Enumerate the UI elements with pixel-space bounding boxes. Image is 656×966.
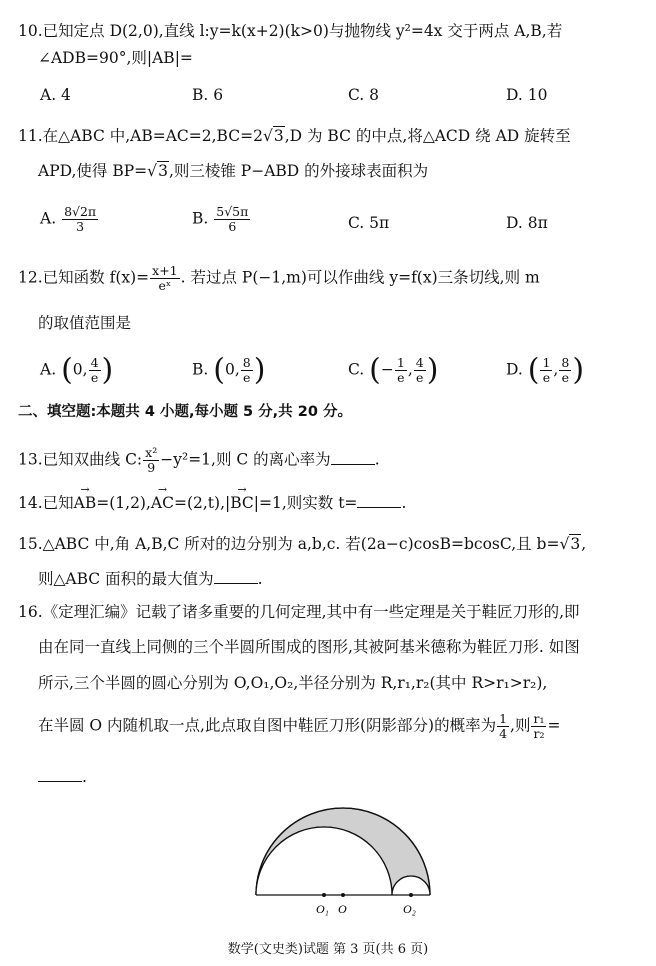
- q13-line: 13.已知双曲线 C: $\frac{\text{x²}}{9}$ −y²=1,则 C 的离心率为 .: [18, 445, 380, 475]
- q12-option-c: C. (− $\frac{1}{e}$ , $\frac{4}{e}$ ): [348, 352, 439, 388]
- vector-bc: → BC: [230, 492, 254, 514]
- q16-line1: 16.《定理汇编》记载了诸多重要的几何定理,其中有一些定理是关于鞋匠刀形的,即: [18, 603, 580, 621]
- q13-answer-blank: [331, 448, 375, 465]
- vector-ac: → AC: [151, 492, 174, 514]
- q12-function-fraction: $\frac{x+1}{\text{eˣ}}$: [152, 263, 178, 293]
- q11-option-a: A. $\frac{8√2\pi}{3}$: [40, 204, 97, 234]
- q15-answer-blank: [214, 567, 258, 584]
- q16-line5: .: [38, 765, 87, 788]
- q16-line3: 所示,三个半圆的圆心分别为 O,O₁,O₂,半径分别为 R,r₁,r₂(其中 R>r₁>r₂),: [38, 674, 548, 692]
- q12-line2: 的取值范围是: [38, 314, 132, 332]
- center-point-o: [341, 893, 345, 897]
- q12-option-a: A. (0, $\frac{4}{e}$ ): [40, 352, 114, 388]
- q15-line2: 则△ABC 面积的最大值为 .: [38, 567, 263, 590]
- label-o1: O₁: [316, 902, 329, 916]
- q10-line2: ∠ADB=90°,则|AB|=: [38, 49, 193, 67]
- arbelos-figure: [230, 800, 450, 920]
- q12-option-d: D. ( $\frac{1}{e}$ , $\frac{8}{e}$ ): [506, 352, 585, 388]
- center-point-o2: [409, 893, 413, 897]
- section-heading-fill-in: 二、填空题:本题共 4 小题,每小题 5 分,共 20 分。: [18, 404, 352, 420]
- q11-option-a-fraction: $\frac{8√2\pi}{3}$: [64, 204, 97, 234]
- page-footer: 数学(文史类)试题 第 3 页(共 6 页): [227, 942, 429, 957]
- center-point-o1: [322, 893, 326, 897]
- q13-fraction: $\frac{\text{x²}}{9}$: [145, 445, 158, 475]
- q14-answer-blank: [357, 491, 401, 508]
- vector-ab: → AB: [74, 492, 97, 514]
- q11-line2: APD,使得 BP=√3,则三棱锥 P−ABD 的外接球表面积为: [38, 162, 429, 180]
- q11-option-b-fraction: $\frac{5√5\pi}{6}$: [216, 204, 249, 234]
- q15-line1: 15.△ABC 中,角 A,B,C 所对的边分别为 a,b,c. 若(2a−c)cosB=bcosC,且 b=√3,: [18, 535, 587, 553]
- q16-line2: 由在同一直线上同侧的三个半圆所围成的图形,其被阿基米德称为鞋匠刀形. 如图: [38, 638, 580, 656]
- q14-line: 14.已知→ AB=(1,2),→ AC=(2,t),|→ BC|=1,则实数 t= .: [18, 491, 406, 514]
- q16-line4: 在半圆 O 内随机取一点,此点取自图中鞋匠刀形(阴影部分)的概率为 $\frac{1}{4}$ ,则 $\frac{\text{r₁}}{\text{r₂}}$ =: [38, 711, 561, 741]
- q16-probability-fraction: $\frac{1}{4}$: [499, 711, 508, 741]
- q12-option-b: B. (0, $\frac{8}{e}$ ): [192, 352, 266, 388]
- q12-line1: 12.已知函数 f(x)= $\frac{x+1}{\text{eˣ}}$ . 若过点 P(−1,m)可以作曲线 y=f(x)三条切线,则 m: [18, 263, 540, 293]
- q11-option-c: C. 5π: [348, 214, 390, 232]
- q11-option-d: D. 8π: [506, 214, 548, 232]
- q16-ratio-fraction: $\frac{\text{r₁}}{\text{r₂}}$: [533, 711, 545, 741]
- label-o2: O₂: [403, 902, 416, 916]
- q10-option-d: D. 10: [506, 86, 548, 104]
- label-o: O: [338, 902, 347, 916]
- q11-line1: 11.在△ABC 中,AB=AC=2,BC=2√3,D 为 BC 的中点,将△ACD 绕 AD 旋转至: [18, 127, 571, 145]
- q16-answer-blank: [38, 765, 82, 782]
- q10-line1: 10.已知定点 D(2,0),直线 l:y=k(x+2)(k>0)与抛物线 y²=4x 交于两点 A,B,若: [18, 22, 563, 40]
- q10-option-b: B. 6: [192, 86, 224, 104]
- q11-option-b: B. $\frac{5√5\pi}{6}$: [192, 204, 249, 234]
- q10-option-a: A. 4: [40, 86, 71, 104]
- q10-option-c: C. 8: [348, 86, 380, 104]
